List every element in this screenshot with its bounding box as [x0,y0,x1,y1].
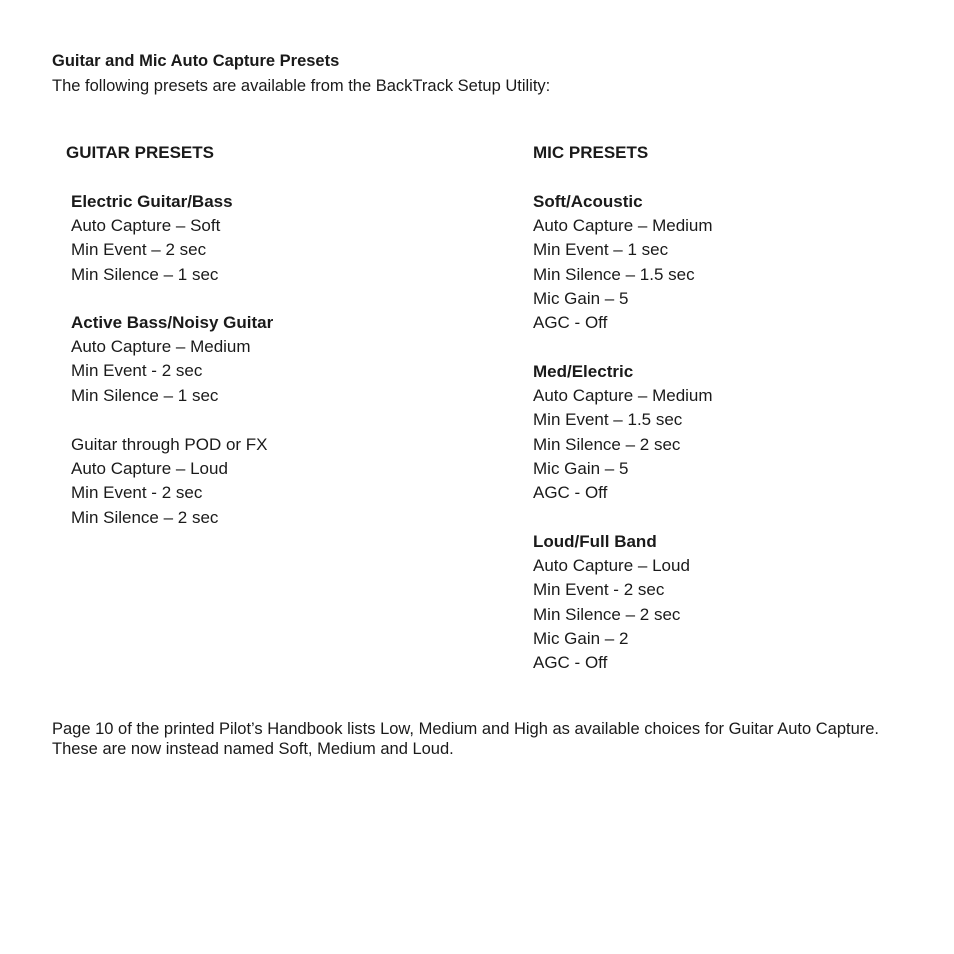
preset-name: Soft/Acoustic [533,192,643,211]
preset-name: Guitar through POD or FX [71,435,268,454]
preset-setting: Min Silence – 2 sec [71,507,219,527]
preset-setting: Min Silence – 1 sec [71,385,219,405]
preset-setting: AGC - Off [533,482,608,502]
preset-setting: Auto Capture – Medium [71,337,251,357]
preset-setting: Min Event – 2 sec [71,240,207,260]
preset-setting: Min Silence – 1 sec [71,264,219,284]
preset-setting: Min Silence – 1.5 sec [533,264,695,284]
guitar-preset-guitar-through-pod [71,433,268,530]
preset-setting: Auto Capture – Soft [71,216,221,236]
preset-setting: Mic Gain – 5 [533,458,629,478]
mic-preset-med-electric [533,360,713,505]
preset-setting: Auto Capture – Loud [533,556,690,576]
preset-setting: Auto Capture – Medium [533,216,713,236]
guitar-preset-active-bass-noisy-guitar [71,311,273,408]
preset-setting: Min Event - 2 sec [71,361,203,381]
preset-setting: Auto Capture – Loud [71,459,228,479]
preset-setting: Auto Capture – Medium [533,386,713,406]
preset-setting: Min Event - 2 sec [533,580,665,600]
guitar-preset-electric-guitar-bass [71,190,233,287]
section-intro: The following presets are available from the BackTrack Setup Utility: [52,77,551,95]
preset-setting: Min Event – 1 sec [533,240,669,260]
preset-setting: Min Silence – 2 sec [533,604,681,624]
preset-setting: AGC - Off [533,312,608,332]
preset-name: Med/Electric [533,362,634,381]
preset-setting: Min Silence – 2 sec [533,434,681,454]
preset-name: Active Bass/Noisy Guitar [71,313,274,332]
section-title: Guitar and Mic Auto Capture Presets [52,52,340,70]
preset-name: Electric Guitar/Bass [71,192,233,211]
guitar-presets-heading: GUITAR PRESETS [66,143,214,162]
mic-preset-soft-acoustic [533,190,713,335]
mic-presets-heading: MIC PRESETS [533,143,649,162]
preset-setting: Min Event - 2 sec [71,483,203,503]
preset-setting: Mic Gain – 2 [533,628,629,648]
preset-setting: AGC - Off [533,652,608,672]
footer-note: Page 10 of the printed Pilot’s Handbook lists Low, Medium and High as available choices for Guitar Auto Capture. These are now instead named Soft, Medium and Loud. [52,720,880,758]
mic-preset-loud-full-band [533,530,690,675]
preset-setting: Mic Gain – 5 [533,288,629,308]
preset-setting: Min Event – 1.5 sec [533,410,683,430]
preset-name: Loud/Full Band [533,532,657,551]
